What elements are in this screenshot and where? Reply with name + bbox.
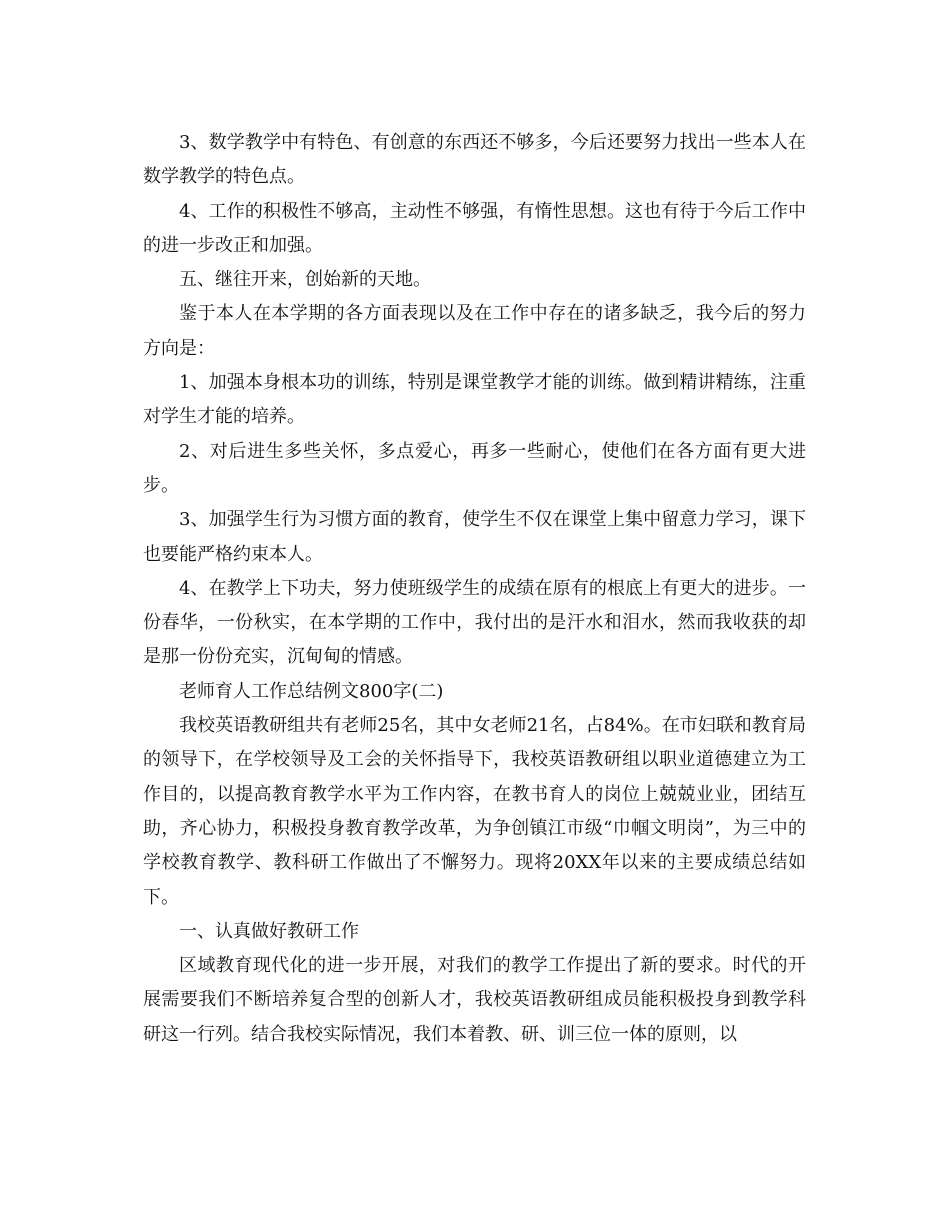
paragraph-direction-4: 4、在教学上下功夫，努力使班级学生的成绩在原有的根底上有更大的进步。一份春华，一份秋实，在本学期的工作中，我付出的是汗水和泪水，然而我收获的却是那一份份充实，沉甸甸的情感。 <box>143 577 806 668</box>
paragraph-group-intro: 我校英语教研组共有老师25名，其中女老师21名，占84%。在市妇联和教育局的领导下，在学校领导及工会的关怀指导下，我校英语教研组以职业道德建立为工作目的，以提高教育教学水平为工作内容，在教书育人的岗位上兢兢业业，团结互助，齐心协力，积极投身教育教学改革，为争创镇江市级“巾帼文明岗”，为三中的学校教育教学、教科研工作做出了不懈努力。现将20XX年以来的主要成绩总结如下。 <box>143 715 806 908</box>
section-heading-five: 五、继往开来，创始新的天地。 <box>179 269 431 291</box>
article-title-two: 老师育人工作总结例文800字(二) <box>179 680 444 702</box>
document-body <box>143 126 806 1052</box>
paragraph-direction-2: 2、对后进生多些关怀，多点爱心，再多一些耐心，使他们在各方面有更大进步。 <box>143 440 806 496</box>
paragraph-weakness-3: 3、数学教学中有特色、有创意的东西还不够多，今后还要努力找出一些本人在数学教学的特色点。 <box>143 132 806 188</box>
paragraph-direction-1: 1、加强本身根本功的训练，特别是课堂教学才能的训练。做到精讲精练，注重对学生才能的培养。 <box>143 372 806 428</box>
paragraph-weakness-4: 4、工作的积极性不够高，主动性不够强，有惰性思想。这也有待于今后工作中的进一步改正和加强。 <box>143 200 806 256</box>
paragraph-direction-3: 3、加强学生行为习惯方面的教育，使学生不仅在课堂上集中留意力学习，课下也要能严格约束本人。 <box>143 509 806 565</box>
paragraph-direction-intro: 鉴于本人在本学期的各方面表现以及在工作中存在的诸多缺乏，我今后的努力方向是： <box>143 303 806 359</box>
section-heading-one: 一、认真做好教研工作 <box>179 920 359 942</box>
paragraph-research: 区域教育现代化的进一步开展，对我们的教学工作提出了新的要求。时代的开展需要我们不断培养复合型的创新人才，我校英语教研组成员能积极投身到教学科研这一行列。结合我校实际情况，我们本着教、研、训三位一体的原则，以 <box>143 955 806 1045</box>
